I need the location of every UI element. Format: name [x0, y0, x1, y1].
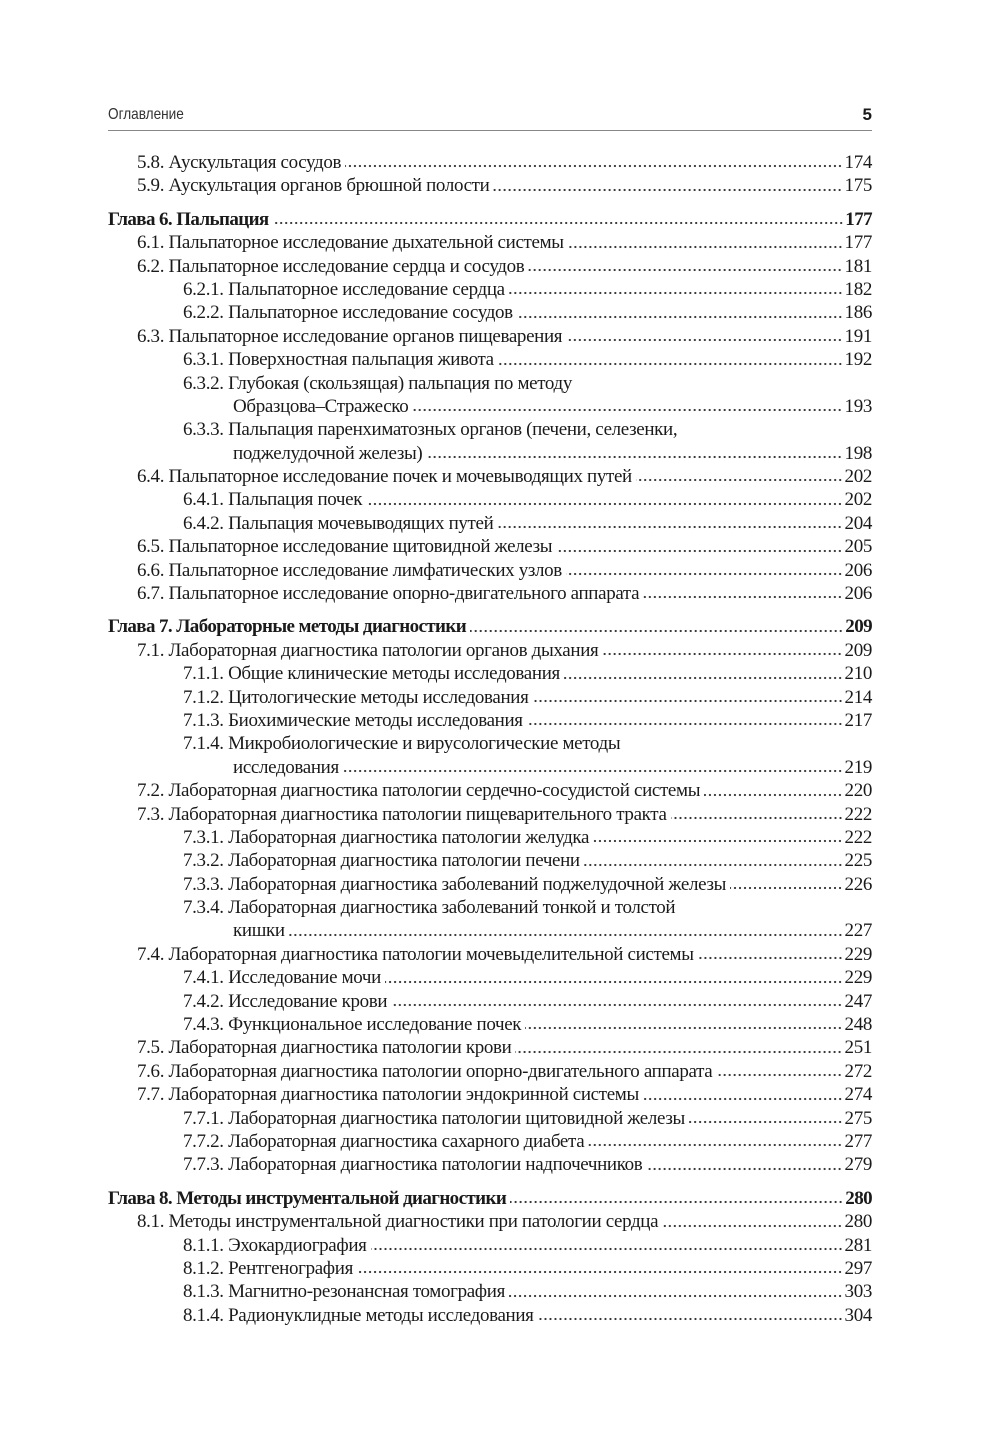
dot-leader [584, 863, 843, 867]
entry-label [137, 465, 632, 488]
toc-entry-row [108, 990, 872, 1013]
toc-entry-row [108, 151, 872, 174]
dot-leader [568, 245, 843, 249]
entry-number: 6.4. [137, 466, 165, 488]
entry-number: 6.6. [137, 559, 165, 581]
entry-number: 7.1.1. [183, 663, 224, 685]
dot-leader [662, 1224, 842, 1228]
entry-title: Микробиологические и вирусологические методы [228, 733, 621, 755]
entry-label [137, 559, 562, 582]
toc-entry-row [108, 301, 872, 324]
entry-label [137, 231, 564, 254]
dot-leader [273, 221, 844, 225]
dot-leader [646, 1167, 842, 1171]
entry-number: Глава 8. [108, 1187, 173, 1209]
dot-leader [343, 769, 843, 773]
entry-title: Аускультация сосудов [168, 151, 342, 173]
entry-page: 177 [844, 232, 872, 254]
dot-leader [730, 886, 843, 890]
toc-entry-continuation [108, 920, 872, 943]
dot-leader [426, 455, 842, 459]
entry-label [183, 1234, 367, 1257]
entry-page: 182 [844, 278, 872, 300]
dot-leader [527, 722, 843, 726]
entry-label [137, 639, 598, 662]
toc-entry-row [108, 709, 872, 732]
entry-label [137, 803, 667, 826]
toc-entry-row [108, 1234, 872, 1257]
entry-title: Пальпация паренхиматозных органов (печени, селезенки, [228, 419, 678, 441]
entry-label [183, 709, 523, 732]
entry-page: 304 [844, 1304, 872, 1326]
entry-page: 202 [844, 489, 872, 511]
entry-page: 209 [845, 616, 872, 638]
dot-leader [602, 652, 842, 656]
entry-number: 8.1. [137, 1211, 165, 1233]
entry-label [183, 990, 387, 1013]
toc-entry-continuation [108, 442, 872, 465]
entry-number: 8.1.2. [183, 1257, 224, 1279]
entry-title: Лабораторная диагностика патологии сердечно-сосудистой системы [168, 780, 701, 802]
toc-chapter-row [108, 1187, 872, 1210]
toc-chapter-row [108, 208, 872, 231]
entry-title: Лабораторная диагностика патологии желудка [228, 826, 590, 848]
entry-label [137, 1083, 639, 1106]
entry-title: Поверхностная пальпация живота [228, 349, 494, 371]
entry-label [183, 686, 529, 709]
entry-title: Пальпация мочевыводящих путей [228, 512, 494, 534]
entry-title: Магнитно-резонансная томография [228, 1281, 505, 1303]
entry-page: 174 [844, 151, 872, 173]
entry-title: Лабораторная диагностика патологии надпочечников [228, 1154, 643, 1176]
entry-number: 7.1. [137, 639, 165, 661]
entry-label [137, 325, 562, 348]
dot-leader [704, 793, 842, 797]
entry-label [183, 1304, 534, 1327]
entry-label [137, 779, 700, 802]
toc-entry-row [108, 1083, 872, 1106]
entry-page: 210 [844, 663, 872, 685]
entry-page: 206 [844, 559, 872, 581]
entry-label [183, 1280, 505, 1303]
entry-number: 6.3.1. [183, 349, 224, 371]
entry-title: Пальпаторное исследование опорно-двигательного аппарата [168, 583, 640, 605]
entry-number: 7.4.3. [183, 1014, 224, 1036]
entry-number: 6.3.3. [183, 419, 224, 441]
dot-leader [289, 933, 843, 937]
toc-entry-row [108, 348, 872, 371]
dot-leader [566, 338, 842, 342]
entry-number: 6.7. [137, 583, 165, 605]
entry-label [137, 1210, 658, 1233]
entry-page: 181 [844, 255, 872, 277]
toc-entry-row [108, 488, 872, 511]
entry-label [137, 1060, 712, 1083]
toc-entry-row [108, 278, 872, 301]
entry-number: 6.2.2. [183, 302, 224, 324]
entry-label [108, 1187, 506, 1210]
entry-page: 192 [844, 349, 872, 371]
entry-title: Глубокая (скользящая) пальпация по методу [228, 372, 572, 394]
entry-number: 7.5. [137, 1037, 165, 1059]
entry-title: Пальпаторное исследование щитовидной железы [168, 536, 553, 558]
dot-leader [716, 1073, 842, 1077]
dot-leader [497, 525, 842, 529]
dot-leader [556, 549, 842, 553]
entry-label [183, 826, 589, 849]
entry-page: 219 [844, 756, 872, 778]
entry-number: 6.4.2. [183, 512, 224, 534]
dot-leader [525, 1026, 842, 1030]
toc-entry-row [108, 512, 872, 535]
toc-entry-row [108, 896, 872, 919]
toc-entry-row [108, 1257, 872, 1280]
entry-label [183, 372, 572, 395]
entry-label [183, 849, 580, 872]
toc-entry-row [108, 559, 872, 582]
entry-page: 297 [844, 1257, 872, 1279]
dot-leader [643, 595, 842, 599]
entry-title: Лабораторная диагностика патологии печени [228, 850, 580, 872]
entry-page: 274 [844, 1084, 872, 1106]
entry-number: 6.1. [137, 232, 165, 254]
toc-entry-row [108, 1153, 872, 1176]
entry-number: 6.5. [137, 536, 165, 558]
entry-title: Методы инструментальной диагностики [176, 1187, 507, 1209]
entry-page: 251 [844, 1037, 872, 1059]
entry-label [137, 151, 341, 174]
entry-title: Лабораторная диагностика патологии крови [168, 1037, 512, 1059]
entry-title-continuation: кишки [233, 920, 285, 942]
toc-entry-row [108, 465, 872, 488]
entry-page: 191 [844, 325, 872, 347]
entry-number: 8.1.1. [183, 1234, 224, 1256]
entry-page: 175 [844, 175, 872, 197]
toc-entry-row [108, 803, 872, 826]
entry-title: Лабораторная диагностика сахарного диабета [228, 1131, 585, 1152]
entry-label [137, 943, 694, 966]
entry-title: Пальпаторное исследование сосудов [228, 302, 513, 324]
dot-leader [366, 502, 842, 506]
entry-page: 279 [844, 1154, 872, 1176]
toc-entry-row [108, 1107, 872, 1130]
dot-leader [636, 478, 843, 482]
toc-entry-row [108, 1210, 872, 1233]
entry-page: 202 [844, 466, 872, 488]
entry-title-continuation: поджелудочной железы) [233, 442, 423, 464]
dot-leader [510, 1200, 843, 1204]
toc-entry-continuation [108, 756, 872, 779]
entry-number: 7.1.2. [183, 686, 224, 708]
entry-page: 214 [844, 686, 872, 708]
entry-title: Пальпаторное исследование почек и мочевыводящих путей [168, 466, 632, 488]
toc-entry-row [108, 966, 872, 989]
entry-label [183, 418, 677, 441]
entry-page: 204 [844, 512, 872, 534]
entry-page: 209 [844, 639, 872, 661]
entry-title: Пальпаторное исследование лимфатических узлов [168, 559, 562, 581]
entry-number: 6.2. [137, 255, 165, 277]
entry-title: Лабораторная диагностика патологии пищеварительного тракта [168, 803, 667, 825]
dot-leader [528, 268, 842, 272]
dot-leader [533, 699, 843, 703]
toc-entry-row [108, 325, 872, 348]
entry-number: 8.1.4. [183, 1304, 224, 1326]
dot-leader [509, 1294, 843, 1298]
entry-title: Лабораторная диагностика патологии эндокринной системы [168, 1084, 639, 1106]
dot-leader [391, 1003, 842, 1007]
entry-number: 7.4.1. [183, 967, 224, 989]
entry-label [183, 1153, 642, 1176]
entry-number: 7.1.3. [183, 709, 224, 731]
entry-title: Лабораторная диагностика патологии опорно-двигательного аппарата [168, 1060, 713, 1082]
entry-title-continuation: исследования [233, 756, 339, 778]
toc-entry-row [108, 418, 872, 441]
entry-number: 7.3.3. [183, 873, 224, 895]
entry-page: 247 [844, 990, 872, 1012]
entry-title: Биохимические методы исследования [228, 709, 523, 731]
entry-page: 222 [844, 826, 872, 848]
entry-label [137, 582, 639, 605]
entry-page: 281 [844, 1234, 872, 1256]
entry-page: 217 [844, 709, 872, 731]
entry-page: 222 [844, 803, 872, 825]
entry-number: 7.7.1. [183, 1107, 224, 1129]
dot-leader [593, 839, 842, 843]
entry-page: 220 [844, 780, 872, 802]
entry-title: Лабораторная диагностика заболеваний поджелудочной железы [228, 873, 727, 895]
entry-title: Общие клинические методы исследования [228, 663, 560, 685]
toc-entry-row [108, 174, 872, 197]
toc-entry-continuation [108, 395, 872, 418]
dot-leader [671, 816, 843, 820]
entry-title: Пальпаторное исследование сердца [228, 278, 505, 300]
entry-label [108, 615, 466, 638]
entry-page: 303 [844, 1281, 872, 1303]
entry-number: 7.3.4. [183, 897, 224, 919]
entry-page: 198 [844, 442, 872, 464]
entry-number: 7.3.2. [183, 850, 224, 872]
entry-number: 6.3.2. [183, 372, 224, 394]
toc-entry-row [108, 582, 872, 605]
entry-title: Лабораторная диагностика патологии мочевыделительной системы [168, 943, 694, 965]
entry-title: Лабораторная диагностика патологии щитовидной железы [228, 1107, 685, 1129]
toc-entry-row [108, 639, 872, 662]
entry-title: Лабораторная диагностика патологии органов дыхания [168, 639, 599, 661]
toc-entry-row [108, 1130, 872, 1153]
dot-leader [371, 1247, 843, 1251]
entry-number: 5.8. [137, 151, 165, 173]
toc-entry-row [108, 662, 872, 685]
entry-page: 272 [844, 1060, 872, 1082]
entry-page: 229 [844, 943, 872, 965]
toc-entry-row [108, 826, 872, 849]
dot-leader [498, 362, 843, 366]
entry-number: 6.4.1. [183, 489, 224, 511]
entry-number: 7.4. [137, 943, 165, 965]
dot-leader [566, 572, 843, 576]
entry-title: Пальпация [176, 208, 269, 230]
entry-number: 6.2.1. [183, 278, 224, 300]
toc-entry-row [108, 686, 872, 709]
dot-leader [412, 408, 842, 412]
entry-label [137, 535, 552, 558]
dot-leader [564, 676, 843, 680]
entry-title: Рентгенография [228, 1257, 353, 1279]
entry-page: 280 [844, 1211, 872, 1233]
dot-leader [588, 1143, 842, 1147]
toc-entry-row [108, 372, 872, 395]
entry-number: Глава 6. [108, 208, 173, 230]
entry-page: 280 [845, 1187, 872, 1209]
entry-title: Методы инструментальной диагностики при патологии сердца [168, 1211, 659, 1233]
entry-page: 227 [844, 920, 872, 942]
entry-page: 186 [844, 302, 872, 324]
entry-page: 206 [844, 583, 872, 605]
entry-title: Эхокардиография [228, 1234, 367, 1256]
entry-page: 205 [844, 536, 872, 558]
toc-chapter-row [108, 615, 872, 638]
entry-page: 275 [844, 1107, 872, 1129]
entry-page: 225 [844, 850, 872, 872]
entry-number: 5.9. [137, 175, 165, 197]
entry-page: 248 [844, 1014, 872, 1036]
entry-label [183, 348, 494, 371]
entry-title: Пальпаторное исследование сердца и сосудов [168, 255, 525, 277]
entry-label [183, 488, 362, 511]
entry-label [183, 301, 513, 324]
entry-title: Пальпаторное исследование дыхательной системы [168, 232, 564, 254]
entry-number: 7.7.3. [183, 1154, 224, 1176]
entry-label [183, 1130, 584, 1153]
toc-entry-row [108, 1036, 872, 1059]
entry-title: Исследование мочи [228, 967, 381, 989]
dot-leader [345, 164, 842, 168]
entry-number: 7.2. [137, 780, 165, 802]
entry-label [183, 732, 620, 755]
entry-number: Глава 7. [108, 616, 173, 638]
entry-page: 177 [845, 208, 872, 230]
toc-entry-row [108, 732, 872, 755]
entry-number: 7.7. [137, 1084, 165, 1106]
entry-label [137, 1036, 511, 1059]
entry-title: Аускультация органов брюшной полости [168, 175, 490, 197]
table-of-contents [108, 151, 872, 1327]
entry-label [183, 662, 560, 685]
entry-number: 7.3.1. [183, 826, 224, 848]
entry-label [183, 966, 381, 989]
entry-number: 7.6. [137, 1060, 165, 1082]
entry-page: 277 [844, 1131, 872, 1152]
entry-label [183, 1257, 353, 1280]
entry-page: 193 [844, 395, 872, 417]
toc-entry-row [108, 779, 872, 802]
toc-entry-row [108, 873, 872, 896]
entry-title: Функциональное исследование почек [228, 1014, 522, 1036]
entry-label [183, 896, 675, 919]
dot-leader [470, 629, 843, 633]
dot-leader [515, 1050, 842, 1054]
toc-entry-row [108, 1280, 872, 1303]
entry-label [183, 873, 726, 896]
dot-leader [385, 980, 843, 984]
entry-number: 6.3. [137, 325, 165, 347]
entry-title: Пальпация почек [228, 489, 363, 511]
entry-title: Лабораторные методы диагностики [176, 616, 467, 638]
toc-entry-row [108, 1013, 872, 1036]
dot-leader [643, 1097, 843, 1101]
dot-leader [493, 188, 842, 192]
entry-title: Лабораторная диагностика заболеваний тонкой и толстой [228, 897, 676, 919]
entry-label [137, 255, 524, 278]
entry-page: 226 [844, 873, 872, 895]
entry-label [108, 208, 269, 231]
toc-entry-row [108, 1304, 872, 1327]
entry-page: 229 [844, 967, 872, 989]
entry-number: 7.3. [137, 803, 165, 825]
entry-title-continuation: Образцова–Стражеско [233, 395, 409, 417]
entry-label [183, 512, 493, 535]
entry-label [137, 174, 489, 197]
entry-number: 8.1.3. [183, 1281, 224, 1303]
toc-entry-row [108, 849, 872, 872]
entry-number: 7.7.2. [183, 1131, 224, 1152]
entry-number: 7.1.4. [183, 733, 224, 755]
toc-entry-row [108, 1060, 872, 1083]
dot-leader [357, 1270, 843, 1274]
entry-label [183, 278, 505, 301]
entry-label [183, 1013, 521, 1036]
dot-leader [538, 1317, 843, 1321]
page-number: 5 [862, 105, 872, 124]
entry-title: Радионуклидные методы исследования [228, 1304, 534, 1326]
running-header-title: Оглавление [108, 106, 184, 123]
entry-number: 7.4.2. [183, 990, 224, 1012]
toc-entry-row [108, 943, 872, 966]
entry-title: Исследование крови [228, 990, 388, 1012]
toc-entry-row [108, 255, 872, 278]
entry-title: Пальпаторное исследование органов пищеварения [168, 325, 563, 347]
dot-leader [509, 291, 843, 295]
entry-title: Цитологические методы исследования [228, 686, 529, 708]
toc-entry-row [108, 535, 872, 558]
dot-leader [517, 315, 843, 319]
dot-leader [689, 1120, 843, 1124]
entry-label [183, 1107, 685, 1130]
toc-entry-row [108, 231, 872, 254]
running-header [108, 104, 872, 131]
dot-leader [698, 956, 843, 960]
